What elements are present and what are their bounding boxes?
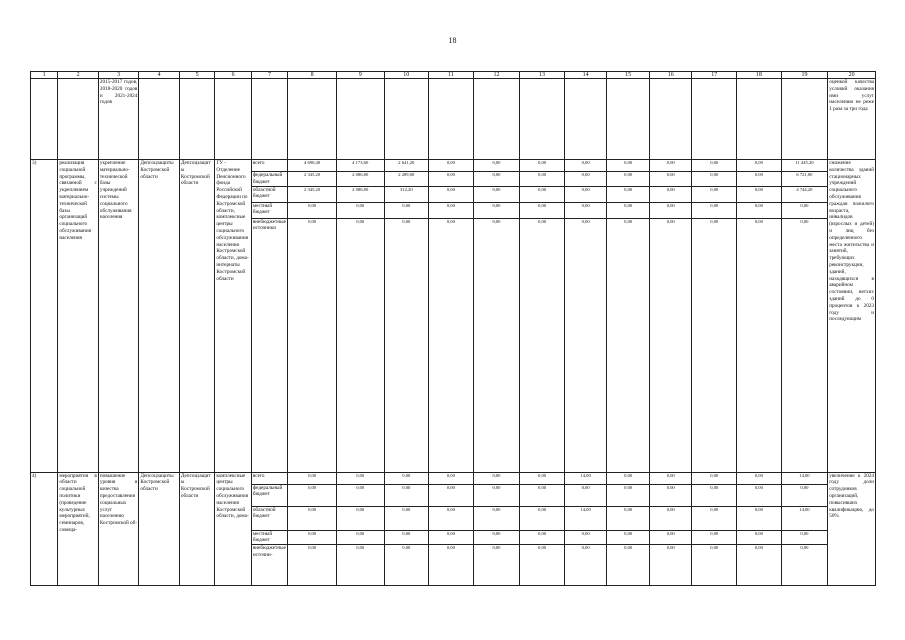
funding-value: 0,00 (520, 506, 565, 530)
activity-task: повышение уровня и качества предоставления социальных услуг населению Костромской об- (98, 472, 139, 586)
table-row (31, 160, 876, 172)
program-table (30, 71, 876, 586)
column-number: 6 (215, 72, 251, 79)
funding-value: 4 173,60 (336, 160, 384, 172)
funding-value: 0,00 (649, 172, 692, 187)
funding-value: 0,00 (781, 218, 828, 472)
funding-value: 0,00 (607, 484, 650, 506)
funding-value: 0,00 (737, 202, 782, 218)
coexecutor: Депсоцзащиты Костромской области (179, 160, 214, 473)
funding-value: 0,00 (737, 218, 782, 472)
cell-empty (649, 79, 692, 160)
funding-value: 0,00 (520, 218, 565, 472)
funding-value: 0,00 (607, 172, 650, 187)
funding-value: 2 086,80 (336, 186, 384, 202)
column-number: 5 (179, 72, 214, 79)
funding-value: 14,00 (564, 506, 607, 530)
funding-value: 0,00 (429, 172, 474, 187)
funding-value: 0,00 (288, 530, 337, 545)
funding-value: 0,00 (473, 472, 520, 484)
funding-value: 0,00 (384, 218, 429, 472)
column-number: 4 (139, 72, 180, 79)
cell-empty (288, 79, 337, 160)
funding-value: 0,00 (473, 160, 520, 172)
funding-value: 0,00 (288, 484, 337, 506)
funding-value: 0,00 (429, 484, 474, 506)
funding-value: 0,00 (737, 186, 782, 202)
funding-value: 6 721,00 (781, 172, 828, 187)
funding-value: 0,00 (520, 484, 565, 506)
funding-value: 0,00 (473, 202, 520, 218)
funding-value: 0,00 (564, 186, 607, 202)
funding-source: всего (251, 160, 287, 172)
funding-value: 0,00 (384, 202, 429, 218)
funding-value: 0,00 (288, 202, 337, 218)
funding-value: 0,00 (520, 172, 565, 187)
funding-value: 0,00 (473, 186, 520, 202)
column-number: 1 (31, 72, 58, 79)
coexecutor: Депсоцзащиты Костромской области (179, 472, 214, 586)
executor: Депсоцзащиты Костромской области (139, 160, 180, 473)
funding-value: 2 289,00 (384, 172, 429, 187)
funding-value: 14,00 (781, 506, 828, 530)
activity-task: укрепление материально-технической базы учреждений системы социального обслуживания населения (98, 160, 139, 473)
funding-value: 0,00 (649, 160, 692, 172)
funding-value: 11 445,20 (781, 160, 828, 172)
cell-empty (473, 79, 520, 160)
funding-source: областной бюджет (251, 506, 287, 530)
funding-value: 0,00 (607, 530, 650, 545)
cell-empty (607, 79, 650, 160)
funding-value: 0,00 (384, 472, 429, 484)
funding-value: 0,00 (336, 530, 384, 545)
funding-value: 0,00 (520, 472, 565, 484)
expected-result: увеличение к 2024 году доли сотрудников организаций, повысивших квалификацию, до 50% (828, 472, 876, 586)
funding-value: 0,00 (781, 530, 828, 545)
funding-value: 2 641,20 (384, 160, 429, 172)
funding-value: 0,00 (564, 172, 607, 187)
row-number: 4) (31, 472, 58, 586)
funding-value: 0,00 (429, 218, 474, 472)
funding-value: 0,00 (336, 202, 384, 218)
funding-value: 0,00 (607, 506, 650, 530)
funding-value: 0,00 (564, 484, 607, 506)
column-number: 12 (473, 72, 520, 79)
activity-name: реализация социальной программы, связанной с укреплением материально-технической базы организаций социального обслуживания населения (58, 160, 99, 473)
funding-value: 0,00 (429, 530, 474, 545)
funding-value: 0,00 (520, 186, 565, 202)
funding-value: 0,00 (607, 472, 650, 484)
funding-source: федеральный бюджет (251, 484, 287, 506)
column-number: 15 (607, 72, 650, 79)
funding-value: 0,00 (737, 484, 782, 506)
funding-value: 0,00 (429, 186, 474, 202)
column-number: 17 (692, 72, 737, 79)
column-number-row (31, 72, 876, 79)
funding-value: 0,00 (384, 484, 429, 506)
funding-value: 0,00 (692, 202, 737, 218)
funding-value: 0,00 (649, 472, 692, 484)
expected-result: снижение количества зданий стационарных учреждений социального обслуживания граждан пожилого возраста, инвалидов (взрослых и детей) и лиц без определенного места жительства и занятий, требующих реконструкции, зданий, находящихся в аварийном состоянии, ветхих зданий до 0 процентов к 2023 году и последующим (828, 160, 876, 473)
participants: ГУ - Отделение Пенсионного фонда Российской Федерации по Костромской области, комплексные центры социального обслуживания населения Костромской области, дома-интернаты Костромской области (215, 160, 251, 473)
funding-value: 0,00 (692, 172, 737, 187)
funding-value: 0,00 (564, 545, 607, 586)
funding-value: 0,00 (336, 545, 384, 586)
row-number: 3) (31, 160, 58, 473)
funding-value: 0,00 (781, 484, 828, 506)
funding-value: 0,00 (737, 545, 782, 586)
funding-value: 0,00 (564, 218, 607, 472)
continuation-row (31, 79, 876, 160)
funding-source: внебюджетные источники (251, 218, 287, 472)
funding-source: федеральный бюджет (251, 172, 287, 187)
funding-value: 0,00 (607, 545, 650, 586)
cell-empty (737, 79, 782, 160)
funding-value: 2 345,20 (288, 172, 337, 187)
funding-value: 14,00 (564, 472, 607, 484)
cell-empty (692, 79, 737, 160)
funding-source: внебюджетные источни- (251, 545, 287, 586)
column-number: 11 (429, 72, 474, 79)
cell-empty (251, 79, 287, 160)
table-row (31, 472, 876, 484)
funding-value: 0,00 (649, 530, 692, 545)
funding-value: 0,00 (473, 545, 520, 586)
cell-num (31, 79, 58, 160)
cell-empty (384, 79, 429, 160)
funding-value: 0,00 (692, 506, 737, 530)
funding-value: 0,00 (649, 545, 692, 586)
participants: комплексные центры социального обслуживания населения Костромской области, дома- (215, 472, 251, 586)
column-number: 3 (98, 72, 139, 79)
cell-name (58, 79, 99, 160)
funding-value: 0,00 (336, 506, 384, 530)
funding-value: 0,00 (564, 160, 607, 172)
funding-value: 0,00 (737, 472, 782, 484)
funding-value: 0,00 (607, 186, 650, 202)
funding-value: 0,00 (520, 545, 565, 586)
funding-value: 0,00 (384, 545, 429, 586)
funding-value: 0,00 (429, 506, 474, 530)
funding-source: областной бюджет (251, 186, 287, 202)
cell-period: 2015-2017 годов, 2018-2020 годов и 2021-2024 годов (98, 79, 139, 160)
funding-value: 0,00 (737, 172, 782, 187)
column-number: 14 (564, 72, 607, 79)
funding-value: 0,00 (429, 160, 474, 172)
funding-value: 0,00 (336, 484, 384, 506)
column-number: 13 (520, 72, 565, 79)
funding-value: 0,00 (336, 472, 384, 484)
funding-value: 0,00 (288, 472, 337, 484)
funding-value: 0,00 (649, 484, 692, 506)
funding-value: 0,00 (564, 530, 607, 545)
funding-source: местный бюджет (251, 202, 287, 218)
funding-value: 2 345,20 (288, 186, 337, 202)
funding-value: 0,00 (520, 530, 565, 545)
cell-empty (781, 79, 828, 160)
funding-value: 0,00 (607, 160, 650, 172)
funding-value: 0,00 (781, 545, 828, 586)
funding-value: 0,00 (649, 186, 692, 202)
funding-value: 0,00 (692, 160, 737, 172)
cell-empty (179, 79, 214, 160)
funding-value: 0,00 (692, 218, 737, 472)
funding-value: 0,00 (473, 484, 520, 506)
funding-value: 0,00 (649, 218, 692, 472)
funding-value: 0,00 (692, 545, 737, 586)
funding-value: 0,00 (649, 202, 692, 218)
funding-value: 0,00 (473, 506, 520, 530)
funding-value: 0,00 (649, 506, 692, 530)
funding-value: 0,00 (692, 484, 737, 506)
funding-value: 0,00 (737, 160, 782, 172)
funding-value: 0,00 (737, 530, 782, 545)
executor: Депсоцзащиты Костромской области (139, 472, 180, 586)
funding-value: 0,00 (429, 472, 474, 484)
funding-value: 14,00 (781, 472, 828, 484)
cell-empty (564, 79, 607, 160)
funding-source: всего (251, 472, 287, 484)
funding-value: 0,00 (384, 530, 429, 545)
funding-value: 0,00 (429, 545, 474, 586)
column-number: 16 (649, 72, 692, 79)
page-number: 18 (448, 36, 457, 45)
column-number: 7 (251, 72, 287, 79)
column-number: 20 (828, 72, 876, 79)
column-number: 8 (288, 72, 337, 79)
column-number: 19 (781, 72, 828, 79)
column-number: 2 (58, 72, 99, 79)
cell-empty (429, 79, 474, 160)
cell-empty (139, 79, 180, 160)
funding-value: 0,00 (692, 186, 737, 202)
funding-value: 312,20 (384, 186, 429, 202)
funding-value: 0,00 (288, 506, 337, 530)
funding-source: местный бюджет (251, 530, 287, 545)
funding-value: 4 744,20 (781, 186, 828, 202)
funding-value: 0,00 (429, 202, 474, 218)
column-number: 10 (384, 72, 429, 79)
funding-value: 0,00 (692, 530, 737, 545)
funding-value: 0,00 (607, 202, 650, 218)
funding-value: 0,00 (607, 218, 650, 472)
funding-value: 0,00 (336, 218, 384, 472)
cell-empty (336, 79, 384, 160)
funding-value: 4 690,40 (288, 160, 337, 172)
funding-value: 0,00 (288, 218, 337, 472)
funding-value: 0,00 (520, 202, 565, 218)
funding-value: 0,00 (520, 160, 565, 172)
activity-name: мероприятия в области социальной политики (проведение культурных мероприятий, семинаров, совеща- (58, 472, 99, 586)
funding-value: 0,00 (473, 218, 520, 472)
cell-empty (215, 79, 251, 160)
funding-value: 0,00 (473, 172, 520, 187)
funding-value: 2 086,80 (336, 172, 384, 187)
column-number: 9 (336, 72, 384, 79)
funding-value: 0,00 (473, 530, 520, 545)
column-number: 18 (737, 72, 782, 79)
cell-empty (520, 79, 565, 160)
funding-value: 0,00 (781, 202, 828, 218)
funding-value: 0,00 (737, 506, 782, 530)
cell-result: оценкой качества условий оказания ими услуг населению не реже 1 раза за три года (828, 79, 876, 160)
funding-value: 0,00 (692, 472, 737, 484)
funding-value: 0,00 (288, 545, 337, 586)
funding-value: 0,00 (384, 506, 429, 530)
funding-value: 0,00 (564, 202, 607, 218)
